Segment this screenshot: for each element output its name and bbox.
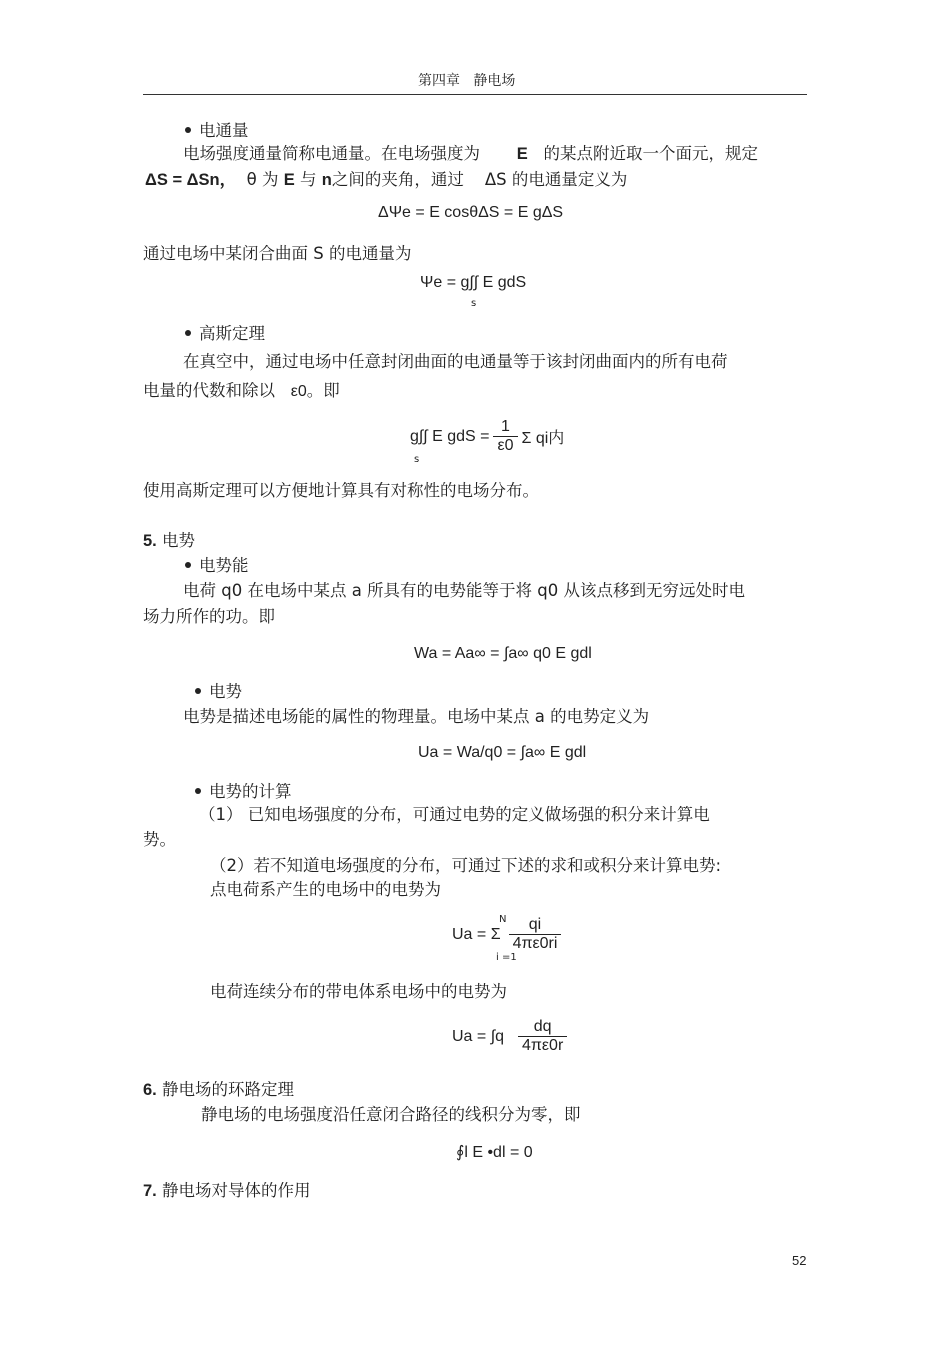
calc2-line: （2）若不知道电场强度的分布，可通过下述的求和或积分来计算电势:	[210, 856, 722, 875]
eq-left: Ua = Σ	[452, 925, 501, 943]
calc-bullet	[195, 781, 292, 803]
epsilon0: ε0	[290, 383, 307, 400]
section-number: 6.	[143, 1081, 157, 1099]
equation-flux-closed: Ψe = g∫∫ E gdS	[420, 274, 527, 291]
text: 。即	[306, 381, 340, 400]
text: ΔS 的电通量定义为	[484, 170, 628, 189]
bullet-icon	[195, 788, 201, 794]
equation-potential: Ua = Wa/q0 = ∫a∞ E gdl	[418, 744, 587, 761]
equation-point-charges	[452, 916, 561, 953]
equation-subscript: s	[471, 298, 477, 309]
denominator: 4πε0ri	[512, 935, 558, 952]
potential-heading: 电势	[209, 682, 242, 701]
energy-para-line2: 场力所作的功。即	[143, 607, 275, 626]
bullet-icon	[185, 127, 191, 133]
gauss-heading: 高斯定理	[199, 324, 265, 343]
bullet-icon	[185, 562, 191, 568]
section-6-heading	[143, 1079, 294, 1101]
equation-potential-energy: Wa = Aa∞ = ∫a∞ q0 E gdl	[414, 645, 592, 662]
numerator: dq	[518, 1018, 567, 1037]
flux-heading: 电通量	[199, 121, 249, 140]
numerator: 1	[493, 418, 517, 437]
energy-heading: 电势能	[199, 556, 249, 575]
section-number: 5.	[143, 532, 157, 550]
flux-para-line1	[183, 143, 758, 165]
text: 电场强度通量简称电通量。在电场强度为	[183, 144, 480, 163]
potential-bullet	[195, 681, 242, 703]
equation-loop: ∮l E •dl = 0	[456, 1144, 533, 1161]
bullet-icon	[195, 688, 201, 694]
vector-n: n	[321, 171, 332, 189]
flux-closed-surface-text: 通过电场中某闭合曲面 S 的电通量为	[143, 244, 412, 263]
energy-para-line1: 电荷 q0 在电场中某点 a 所具有的电势能等于将 q0 从该点移到无穷远处时电	[183, 581, 746, 600]
gauss-bullet	[185, 323, 265, 345]
section-title: 静电场对导体的作用	[162, 1181, 311, 1200]
gauss-usage-text: 使用高斯定理可以方便地计算具有对称性的电场分布。	[143, 481, 539, 500]
calc2-point-line: 点电荷系产生的电场中的电势为	[210, 880, 441, 899]
equation-gauss	[410, 418, 564, 455]
potential-para-line1: 电势是描述电场能的属性的物理量。电场中某点 a 的电势定义为	[183, 707, 650, 726]
text: 的某点附近取一个面元，规定	[543, 144, 758, 163]
sum-lower-limit: i =1	[496, 952, 517, 963]
definition-dS: ΔS = ΔSn，	[145, 171, 237, 189]
text: θ 为	[246, 170, 279, 189]
denominator: ε0	[497, 437, 514, 454]
energy-bullet	[185, 555, 249, 577]
sum-upper-limit: N	[499, 914, 507, 925]
text: 电量的代数和除以	[143, 381, 275, 400]
equation-subscript: s	[414, 454, 420, 465]
gauss-para-line1: 在真空中，通过电场中任意封闭曲面的电通量等于该封闭曲面内的所有电荷	[183, 352, 728, 371]
equation-continuous	[452, 1018, 567, 1055]
numerator: qi	[509, 916, 562, 935]
calc1-line2: 势。	[143, 830, 176, 849]
header-rule	[143, 94, 807, 95]
chapter-title: 静电场	[473, 73, 516, 89]
eq-fraction	[518, 1018, 567, 1055]
bullet-icon	[185, 330, 191, 336]
section-title: 电势	[162, 531, 196, 550]
gauss-para-line2	[143, 380, 340, 403]
equation-flux-element: ΔΨe = E cosθΔS = E gΔS	[378, 204, 564, 221]
eq-left: g∫∫ E gdS =	[410, 427, 490, 445]
text: 之间的夹角，通过	[331, 170, 464, 189]
vector-E: E	[283, 171, 295, 189]
loop-para: 静电场的电场强度沿任意闭合路径的线积分为零，即	[201, 1105, 581, 1124]
calc2-continuous-line: 电荷连续分布的带电体系电场中的电势为	[210, 982, 507, 1001]
calc1-line1: （1） 已知电场强度的分布，可通过电势的定义做场强的积分来计算电	[199, 805, 710, 824]
page-number: 52	[792, 1253, 807, 1268]
eq-right: Σ qi内	[521, 430, 565, 447]
text: 与	[299, 170, 317, 189]
eq-fraction	[509, 916, 562, 953]
eq-left: Ua = ∫q	[452, 1027, 504, 1045]
flux-bullet	[185, 120, 249, 142]
chapter-label: 第四章	[418, 73, 460, 89]
eq-fraction	[493, 418, 517, 455]
page-header	[418, 70, 515, 90]
section-title: 静电场的环路定理	[162, 1080, 295, 1099]
section-number: 7.	[143, 1182, 157, 1200]
section-7-heading	[143, 1180, 311, 1202]
section-5-heading	[143, 530, 195, 552]
vector-E: E	[516, 145, 528, 163]
denominator: 4πε0r	[521, 1037, 564, 1054]
flux-para-line2	[145, 169, 627, 191]
calc-heading: 电势的计算	[209, 782, 292, 801]
